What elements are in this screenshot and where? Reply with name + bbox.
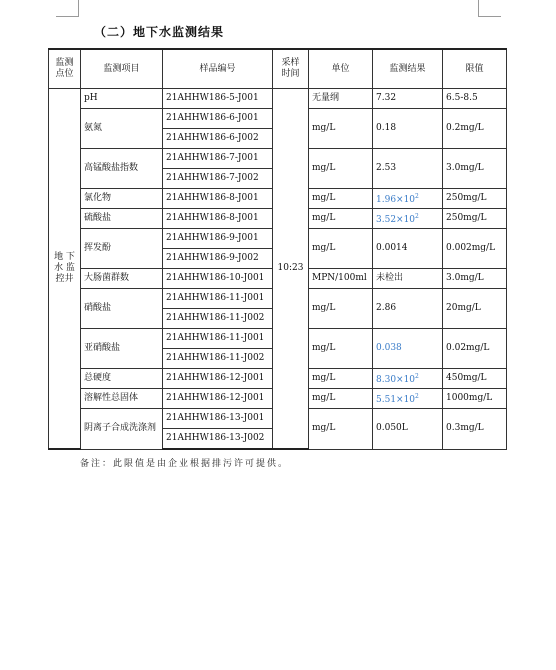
limit-cell: 20mg/L [443, 289, 507, 329]
result-value: 3.52×10 [376, 215, 416, 225]
result-value: 0.050L [376, 423, 408, 434]
sample-id-cell: 21AHHW186-7-J002 [163, 169, 273, 189]
limit-cell: 0.3mg/L [443, 409, 507, 450]
header-limit: 限值 [443, 49, 507, 89]
unit-cell: mg/L [309, 189, 373, 209]
result-cell [373, 229, 443, 269]
result-exponent: 2 [415, 193, 419, 200]
result-cell [373, 289, 443, 329]
result-cell [373, 329, 443, 369]
sample-id-cell: 21AHHW186-11-J002 [163, 309, 273, 329]
sample-id-cell: 21AHHW186-13-J001 [163, 409, 273, 429]
limit-cell: 250mg/L [443, 209, 507, 229]
sample-id-cell: 21AHHW186-9-J002 [163, 249, 273, 269]
unit-cell: 无量纲 [309, 89, 373, 109]
unit-cell: mg/L [309, 209, 373, 229]
item-cell: 硝酸盐 [81, 289, 163, 329]
result-value: 未检出 [376, 273, 404, 283]
header-sample: 样品编号 [163, 49, 273, 89]
crop-mark-top-right [478, 0, 501, 17]
header-time: 采样 时间 [273, 49, 309, 89]
unit-cell: mg/L [309, 409, 373, 450]
header-result: 监测结果 [373, 49, 443, 89]
item-cell: 阴离子合成洗涤剂 [81, 409, 163, 450]
sample-id-cell: 21AHHW186-11-J002 [163, 349, 273, 369]
header-item: 监测项目 [81, 49, 163, 89]
sample-id-cell: 21AHHW186-6-J002 [163, 129, 273, 149]
result-value: 0.038 [376, 343, 402, 353]
unit-cell: mg/L [309, 369, 373, 389]
sample-id-cell: 21AHHW186-7-J001 [163, 149, 273, 169]
limit-cell: 250mg/L [443, 189, 507, 209]
unit-cell: mg/L [309, 329, 373, 369]
result-cell [373, 409, 443, 450]
unit-cell: MPN/100ml [309, 269, 373, 289]
sample-id-cell: 21AHHW186-11-J001 [163, 329, 273, 349]
limit-cell: 3.0mg/L [443, 269, 507, 289]
result-exponent: 2 [415, 213, 419, 220]
result-value: 0.18 [376, 123, 397, 133]
sample-id-cell: 21AHHW186-13-J002 [163, 429, 273, 450]
result-cell [373, 209, 443, 229]
sample-id-cell: 21AHHW186-6-J001 [163, 109, 273, 129]
limit-cell: 450mg/L [443, 369, 507, 389]
table-row [49, 89, 507, 109]
result-value: 0.0014 [376, 243, 408, 253]
result-exponent: 2 [415, 373, 419, 380]
result-cell [373, 189, 443, 209]
limit-cell: 6.5-8.5 [443, 89, 507, 109]
limit-cell: 0.2mg/L [443, 109, 507, 149]
result-cell [373, 389, 443, 409]
item-cell: pH [81, 89, 163, 109]
header-point: 监测 点位 [49, 49, 81, 89]
result-value: 2.86 [376, 303, 397, 313]
item-cell: 溶解性总固体 [81, 389, 163, 409]
limit-cell: 1000mg/L [443, 389, 507, 409]
result-cell [373, 109, 443, 149]
item-cell: 高锰酸盐指数 [81, 149, 163, 189]
point-label-cell: 地 下 水 监 控井 [49, 89, 81, 450]
crop-mark-top-left [56, 0, 79, 17]
sample-id-cell: 21AHHW186-12-J001 [163, 389, 273, 409]
result-exponent: 2 [415, 393, 419, 400]
item-cell: 氨氮 [81, 109, 163, 149]
limit-cell: 0.02mg/L [443, 329, 507, 369]
sample-id-cell: 21AHHW186-10-J001 [163, 269, 273, 289]
result-cell [373, 89, 443, 109]
result-value: 7.32 [376, 93, 397, 103]
result-value: 5.51×10 [376, 395, 416, 405]
unit-cell: mg/L [309, 109, 373, 149]
item-cell: 氯化物 [81, 189, 163, 209]
unit-cell: mg/L [309, 229, 373, 269]
sampling-time-cell: 10:23 [273, 89, 309, 450]
item-cell: 挥发酚 [81, 229, 163, 269]
groundwater-results-table [48, 48, 507, 450]
unit-cell: mg/L [309, 149, 373, 189]
sample-id-cell: 21AHHW186-5-J001 [163, 89, 273, 109]
unit-cell: mg/L [309, 389, 373, 409]
item-cell: 亚硝酸盐 [81, 329, 163, 369]
sample-id-cell: 21AHHW186-8-J001 [163, 209, 273, 229]
result-cell [373, 269, 443, 289]
result-value: 2.53 [376, 163, 397, 173]
limit-cell: 0.002mg/L [443, 229, 507, 269]
sample-id-cell: 21AHHW186-8-J001 [163, 189, 273, 209]
result-value: 8.30×10 [376, 375, 416, 385]
item-cell: 大肠菌群数 [81, 269, 163, 289]
result-cell [373, 369, 443, 389]
footnote: 备注：此限值是由企业根据排污许可提供。 [80, 459, 290, 469]
sample-id-cell: 21AHHW186-9-J001 [163, 229, 273, 249]
sample-id-cell: 21AHHW186-12-J001 [163, 369, 273, 389]
table-header-row [49, 49, 507, 89]
limit-cell: 3.0mg/L [443, 149, 507, 189]
item-cell: 总硬度 [81, 369, 163, 389]
result-value: 1.96×10 [376, 195, 416, 205]
result-cell [373, 149, 443, 189]
sample-id-cell: 21AHHW186-11-J001 [163, 289, 273, 309]
unit-cell: mg/L [309, 289, 373, 329]
section-title: （二）地下水监测结果 [94, 25, 225, 39]
header-unit: 单位 [309, 49, 373, 89]
item-cell: 硫酸盐 [81, 209, 163, 229]
